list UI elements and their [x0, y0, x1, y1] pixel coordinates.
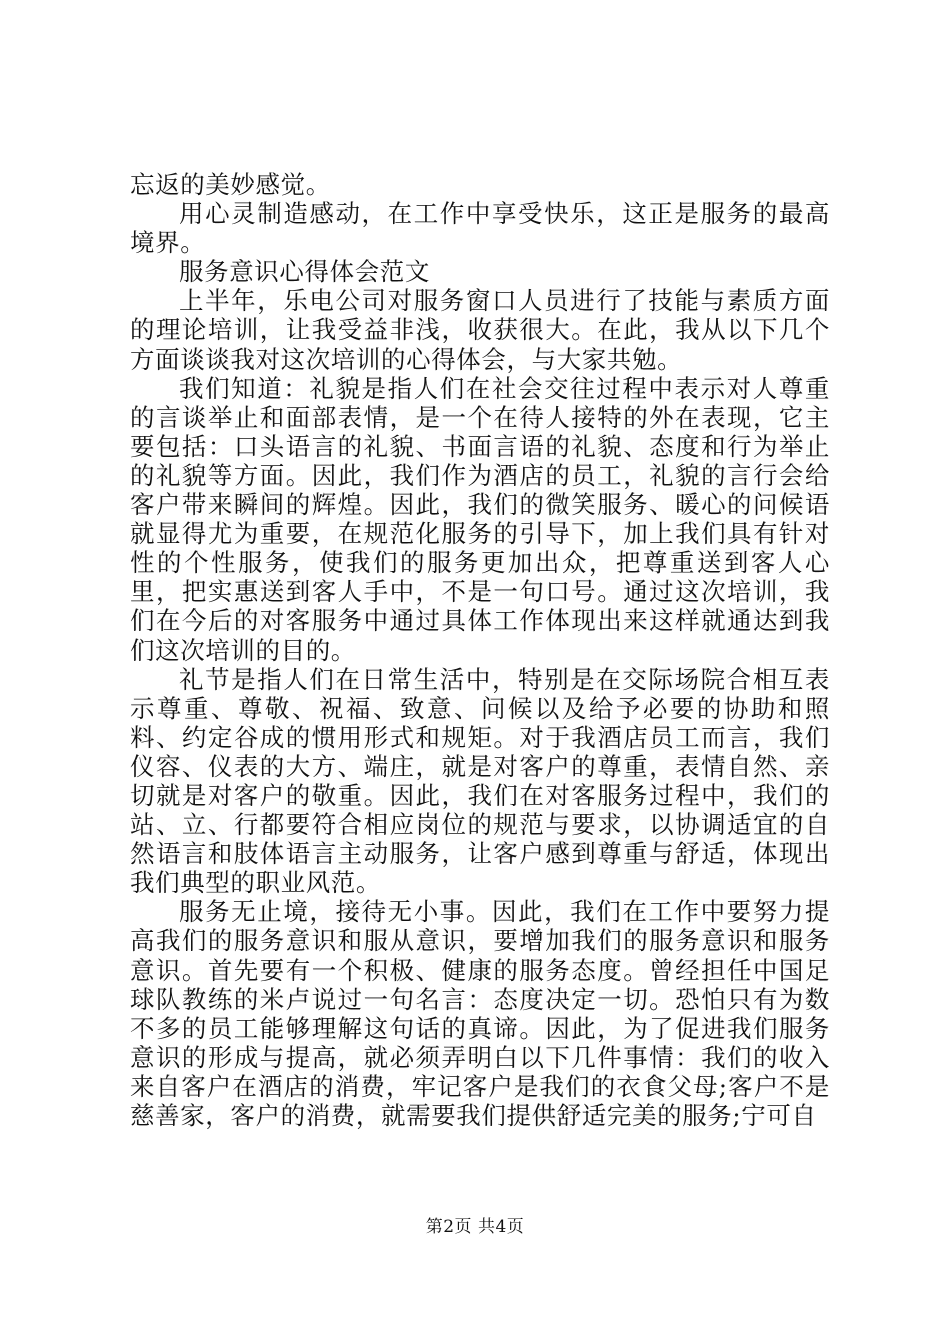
paragraph-continuation: 忘返的美妙感觉。 [130, 170, 331, 199]
page-footer [0, 1216, 950, 1238]
page-number-label: 第2页 共4页 [425, 1217, 525, 1237]
paragraph: 我们知道：礼貌是指人们在社会交往过程中表示对人尊重的言谈举止和面部表情，是一个在待人接特的外在表现，它主要包括：口头语言的礼貌、书面言语的礼貌、态度和行为举止的礼貌等方面。因此，我们作为酒店的员工，礼貌的言行会给客户带来瞬间的辉煌。因此，我们的微笑服务、暖心的问候语就显得尤为重要，在规范化服务的引导下，加上我们具有针对性的个性服务，使我们的服务更加出众，把尊重送到客人心里，把实惠送到客人手中，不是一句口号。通过这次培训，我们在今后的对客服务中通过具体工作体现出来这样就通达到我们这次培训的目的。 [130, 373, 830, 665]
paragraph: 上半年，乐电公司对服务窗口人员进行了技能与素质方面的理论培训，让我受益非浅，收获很大。在此，我从以下几个方面谈谈我对这次培训的心得体会，与大家共勉。 [130, 286, 830, 374]
document-body [130, 170, 830, 1130]
paragraph: 服务无止境，接待无小事。因此，我们在工作中要努力提高我们的服务意识和服从意识，要增加我们的服务意识和服务意识。首先要有一个积极、健康的服务态度。曾经担任中国足球队教练的米卢说过一句名言：态度决定一切。恐怕只有为数不多的员工能够理解这句话的真谛。因此，为了促进我们服务意识的形成与提高，就必须弄明白以下几件事情：我们的收入来自客户在酒店的消费，牢记客户是我们的衣食父母;客户不是慈善家，客户的消费，就需要我们提供舒适完美的服务;宁可自 [130, 897, 830, 1130]
section-heading: 服务意识心得体会范文 [179, 257, 430, 287]
paragraph: 用心灵制造感动，在工作中享受快乐，这正是服务的最高境界。 [130, 199, 830, 258]
paragraph: 礼节是指人们在日常生活中，特别是在交际场院合相互表示尊重、尊敬、祝福、致意、问候以及给予必要的协助和照料、约定谷成的惯用形式和规矩。对于我酒店员工而言，我们仪容、仪表的大方、端庄，就是对客户的尊重，表情自然、亲切就是对客户的敬重。因此，我们在对客服务过程中，我们的站、立、行都要符合相应岗位的规范与要求，以协调适宜的自然语言和肢体语言主动服务，让客户感到尊重与舒适，体现出我们典型的职业风范。 [130, 664, 830, 898]
